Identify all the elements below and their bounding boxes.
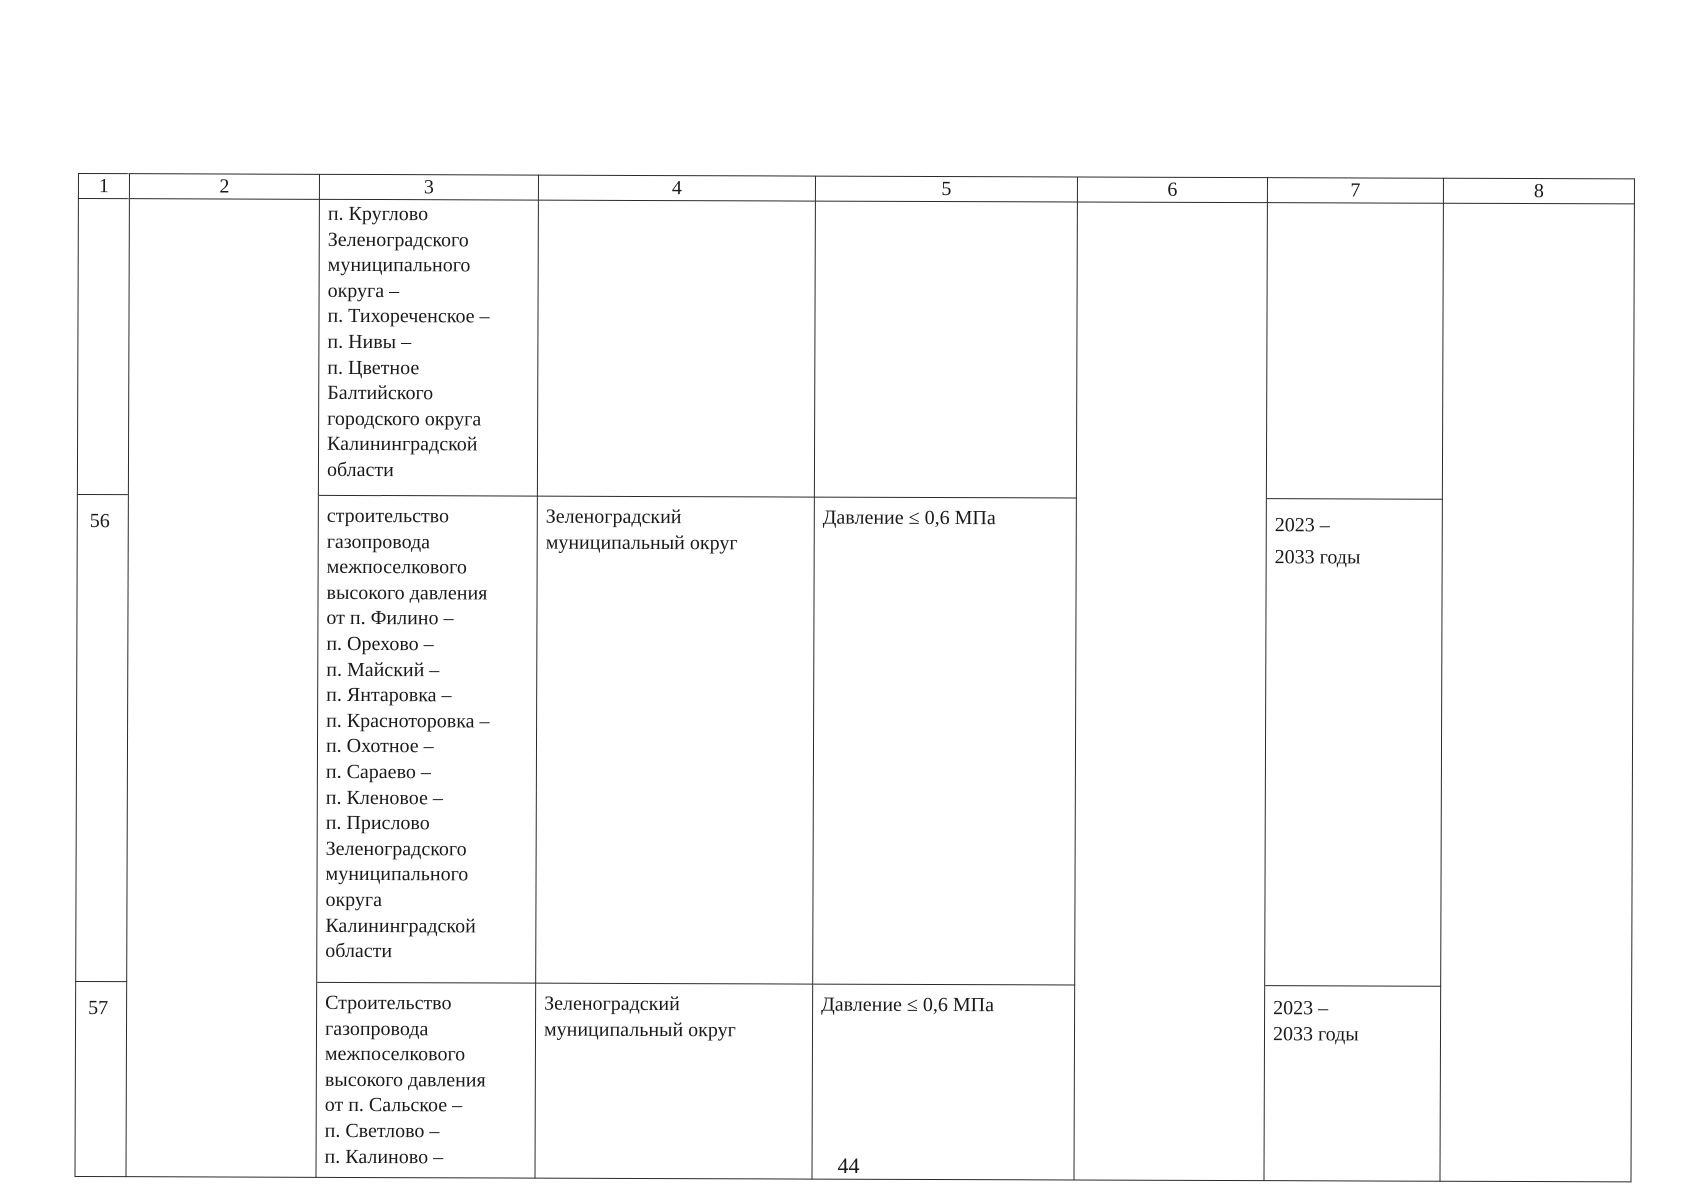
- col2-cell: [128, 199, 319, 496]
- table-row: [76, 494, 1634, 986]
- header-col-7: 7: [1267, 178, 1443, 204]
- col4-cell: [537, 200, 815, 497]
- data-table: [74, 173, 1634, 1182]
- period-text: 2023 – 2033 годы: [1272, 997, 1359, 1046]
- location-text: Зеленоградский муниципальный округ: [545, 505, 738, 554]
- col5-cell: [813, 497, 1077, 985]
- col6-cell: [1075, 498, 1267, 986]
- header-col-6: 6: [1077, 177, 1267, 203]
- col3-cell: [316, 982, 536, 1178]
- header-col-3: 3: [319, 174, 538, 200]
- header-col-4: 4: [538, 175, 815, 201]
- parameter-text: Давление ≤ 0,6 МПа: [821, 993, 995, 1017]
- location-text: [539, 201, 815, 204]
- row-number: 57: [75, 981, 127, 1176]
- col3-cell: [317, 495, 538, 983]
- header-col-2: 2: [129, 174, 319, 200]
- header-col-1: 1: [78, 174, 129, 199]
- object-description: Строительство газопровода межпоселкового высокого давления от п. Сальское – п. Светлово – п. Калиново –: [324, 991, 486, 1168]
- col3-cell: [318, 199, 538, 496]
- parameter-text: Давление ≤ 0,6 МПа: [822, 506, 996, 530]
- col4-cell: [535, 983, 813, 1179]
- parameter-text: [816, 202, 1077, 205]
- col6-cell: [1076, 202, 1267, 499]
- header-col-5: 5: [815, 176, 1077, 202]
- col8-cell: [1441, 499, 1634, 987]
- col6-cell: [1074, 985, 1265, 1181]
- col2-cell: [127, 495, 319, 983]
- table-sheet: [74, 173, 1634, 1182]
- col4-cell: [536, 496, 815, 984]
- col5-cell: [814, 201, 1077, 498]
- page-number: 44: [837, 1153, 860, 1178]
- col7-cell: [1265, 499, 1443, 987]
- table-row: [77, 199, 1634, 500]
- location-text: Зеленоградский муниципальный округ: [543, 992, 736, 1041]
- object-description: строительство газопровода межпоселкового высокого давления от п. Филино – п. Орехово – п. Майский – п. Янтаровка – п. Красноторовка – п. Охотное – п. Сараево – п. Кленовое – п. Прислово Зеленоградского муниципального округа Калининградской области: [325, 504, 490, 963]
- col7-cell: [1266, 203, 1443, 500]
- col8-cell: [1442, 203, 1634, 500]
- row-number: 56: [76, 494, 129, 981]
- col7-cell: [1264, 986, 1441, 1182]
- col2-cell: [126, 982, 317, 1178]
- object-description: п. Круглово Зеленоградского муниципального округа – п. Тихореченское – п. Нивы – п. Цветное Балтийского городского округа Калининградской области: [326, 202, 490, 482]
- col5-cell: [812, 984, 1075, 1180]
- header-col-8: 8: [1443, 178, 1634, 204]
- period-text: 2023 – 2033 годы: [1274, 514, 1361, 569]
- period-text: [1268, 203, 1443, 206]
- table-row: [75, 981, 1632, 1181]
- row-number: [77, 199, 129, 495]
